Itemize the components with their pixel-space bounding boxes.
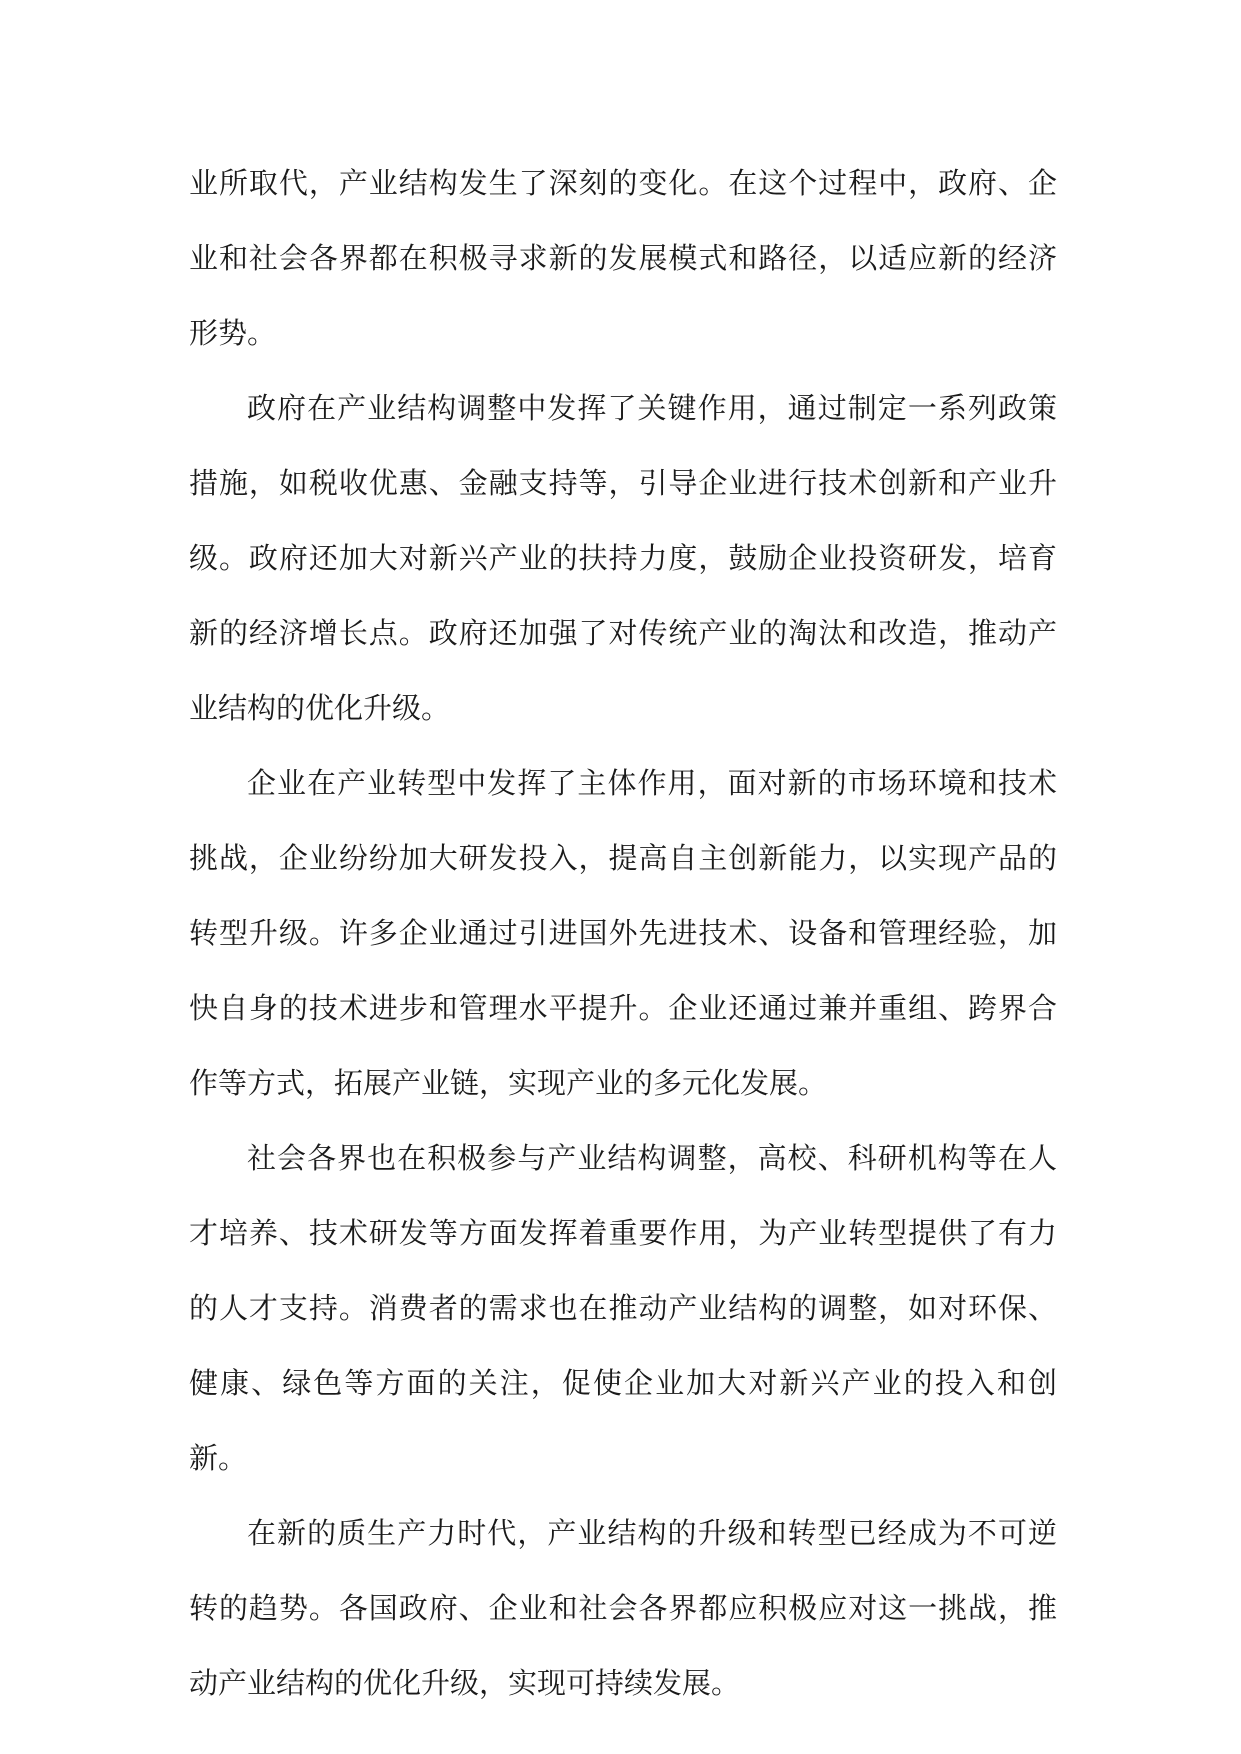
paragraph-enterprise-role: 企业在产业转型中发挥了主体作用，面对新的市场环境和技术挑战，企业纷纷加大研发投入，提高自主创新能力，以实现产品的转型升级。许多企业通过引进国外先进技术、设备和管理经验，加快自身的技术进步和管理水平提升。企业还通过兼并重组、跨界合作等方式，拓展产业链，实现产业的多元化发展。 xyxy=(189,766,1057,1100)
paragraph-society-role: 社会各界也在积极参与产业结构调整，高校、科研机构等在人才培养、技术研发等方面发挥着重要作用，为产业转型提供了有力的人才支持。消费者的需求也在推动产业结构的调整，如对环保、健康、绿色等方面的关注，促使企业加大对新兴产业的投入和创新。 xyxy=(189,1141,1057,1475)
document-body xyxy=(189,146,1057,1721)
paragraph-government-role: 政府在产业结构调整中发挥了关键作用，通过制定一系列政策措施，如税收优惠、金融支持等，引导企业进行技术创新和产业升级。政府还加大对新兴产业的扶持力度，鼓励企业投资研发，培育新的经济增长点。政府还加强了对传统产业的淘汰和改造，推动产业结构的优化升级。 xyxy=(189,391,1057,725)
paragraph-continuation: 业所取代，产业结构发生了深刻的变化。在这个过程中，政府、企业和社会各界都在积极寻求新的发展模式和路径，以适应新的经济形势。 xyxy=(189,166,1057,350)
paragraph-conclusion: 在新的质生产力时代，产业结构的升级和转型已经成为不可逆转的趋势。各国政府、企业和社会各界都应积极应对这一挑战，推动产业结构的优化升级，实现可持续发展。 xyxy=(189,1516,1057,1700)
